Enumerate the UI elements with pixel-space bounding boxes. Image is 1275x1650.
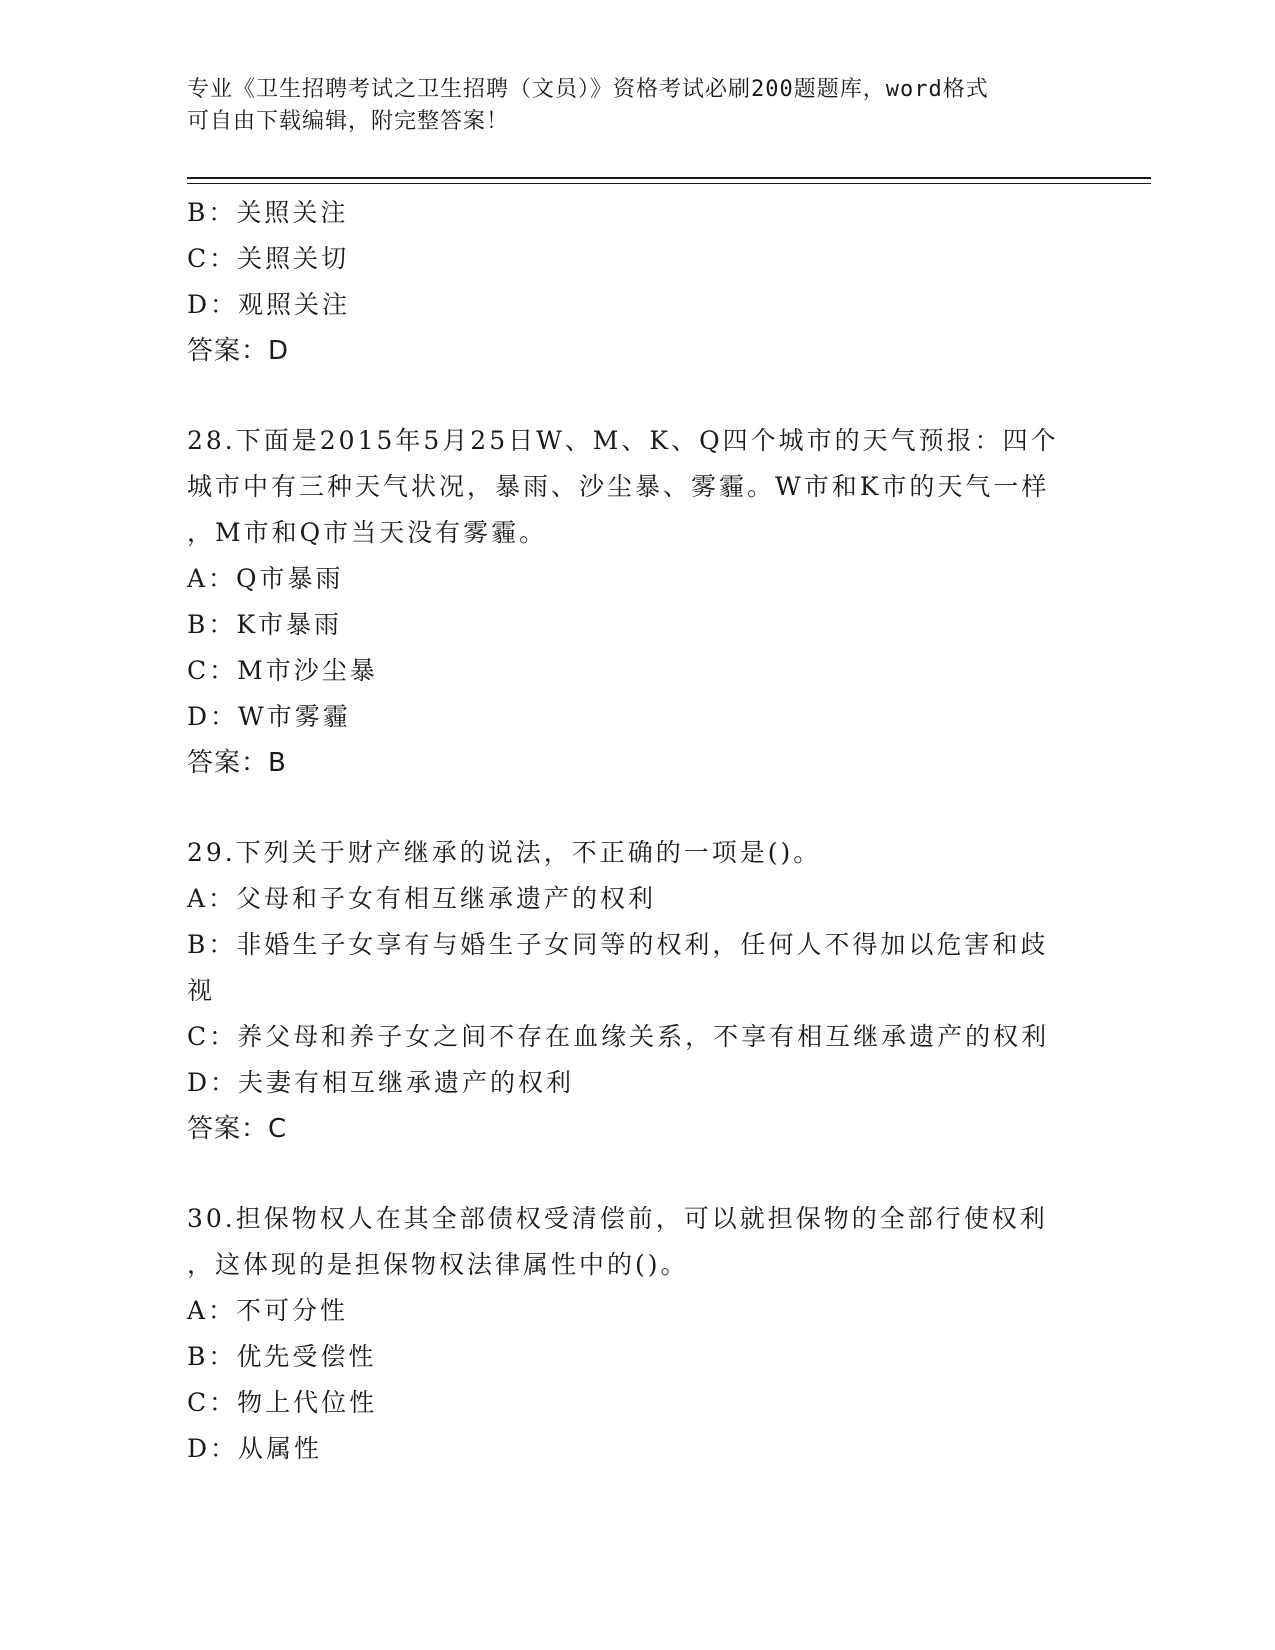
question-stem-line: 城市中有三种天气状况，暴雨、沙尘暴、雾霾。W市和K市的天气一样	[187, 472, 1050, 501]
option-d: D：夫妻有相互继承遗产的权利	[187, 1068, 575, 1097]
spacer	[187, 786, 1077, 830]
question-stem-line: 28.下面是2015年5月25日W、M、K、Q四个城市的天气预报：四个	[187, 426, 1059, 455]
option-b: B：非婚生子女享有与婚生子女同等的权利，任何人不得加以危害和歧	[187, 930, 1049, 959]
question-stem-line: 29.下列关于财产继承的说法，不正确的一项是()。	[187, 838, 822, 867]
option-a: A：父母和子女有相互继承遗产的权利	[187, 884, 657, 913]
option-c: C：关照关切	[187, 244, 350, 273]
option-b: B：优先受偿性	[187, 1342, 377, 1371]
question-stem-line: ，M市和Q市当天没有雾霾。	[187, 518, 548, 547]
question-stem-line: ，这体现的是担保物权法律属性中的()。	[187, 1250, 689, 1279]
question-block-27	[187, 190, 1077, 374]
answer-line: 答案：B	[187, 748, 287, 778]
option-c: C：物上代位性	[187, 1388, 378, 1417]
question-block-28	[187, 418, 1077, 786]
header-title-line-2: 可自由下载编辑，附完整答案！	[187, 109, 510, 134]
question-stem-line: 30.担保物权人在其全部债权受清偿前，可以就担保物的全部行使权利	[187, 1204, 1048, 1233]
answer-line: 答案：D	[187, 336, 290, 366]
option-b: B：K市暴雨	[187, 610, 343, 639]
option-d: D：从属性	[187, 1434, 323, 1463]
option-c: C：养父母和养子女之间不存在血缘关系，不享有相互继承遗产的权利	[187, 1022, 1050, 1051]
document-header	[187, 74, 1067, 138]
question-block-29	[187, 830, 1077, 1152]
spacer	[187, 1152, 1077, 1196]
option-c: C：M市沙尘暴	[187, 656, 378, 685]
option-d: D：观照关注	[187, 290, 351, 319]
option-a: A：不可分性	[187, 1296, 349, 1325]
spacer	[187, 374, 1077, 418]
answer-line: 答案：C	[187, 1114, 288, 1144]
option-b: B：关照关注	[187, 198, 349, 227]
header-divider-thin	[187, 183, 1151, 184]
header-divider-thick	[187, 177, 1151, 179]
option-d: D：W市雾霾	[187, 702, 351, 731]
option-a: A：Q市暴雨	[187, 564, 344, 593]
question-list	[187, 190, 1077, 1472]
header-title-line-1: 专业《卫生招聘考试之卫生招聘（文员）》资格考试必刷200题题库，word格式	[187, 77, 989, 102]
question-block-30	[187, 1196, 1077, 1472]
option-b-continuation: 视	[187, 976, 216, 1005]
